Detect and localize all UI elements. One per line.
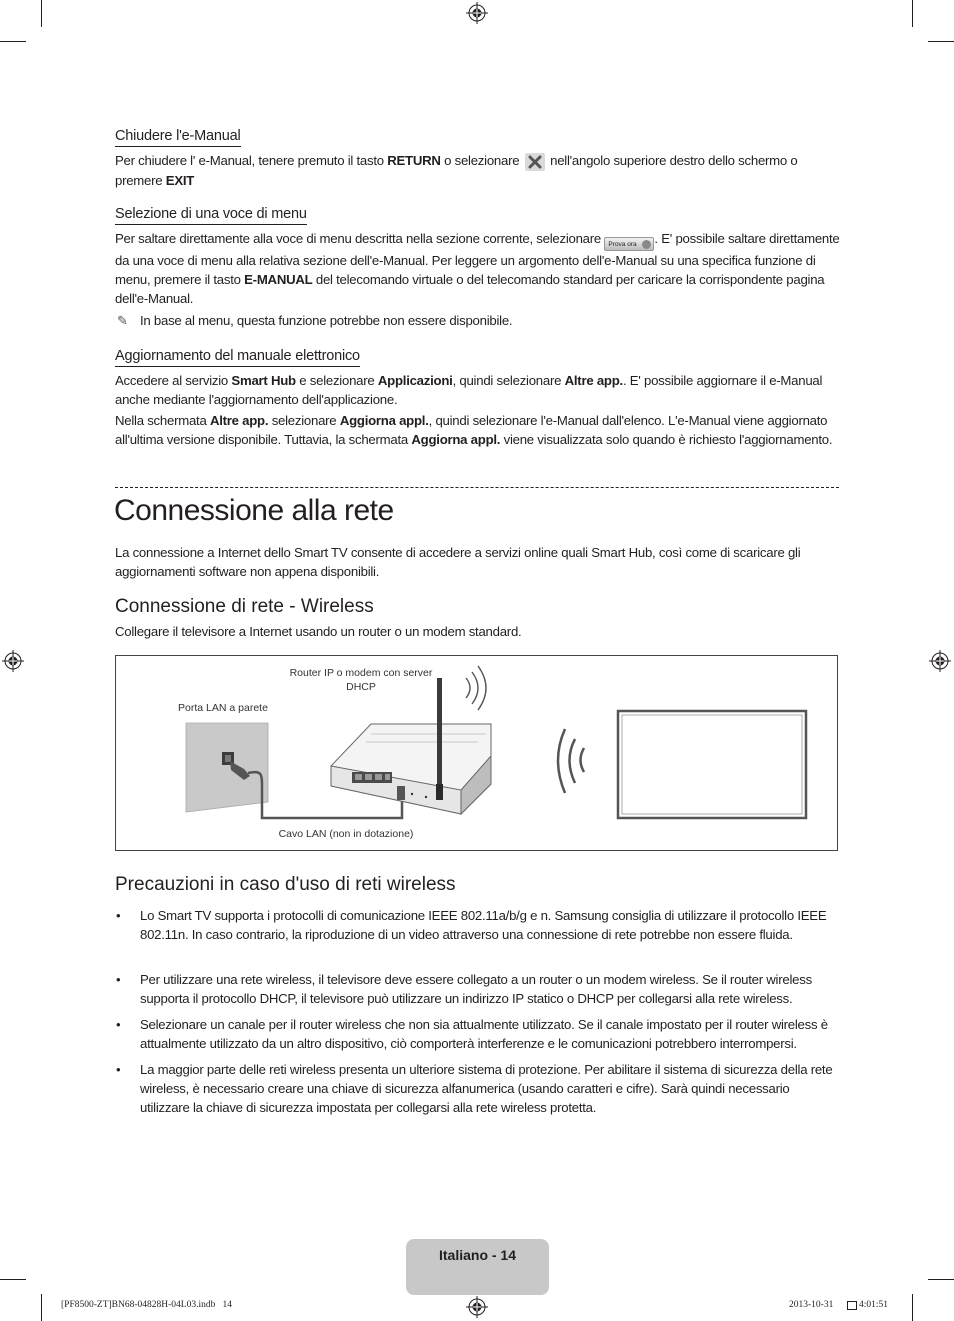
try-now-button[interactable]: Prova ora (604, 237, 654, 251)
registration-mark-icon (466, 1296, 488, 1318)
network-diagram-illustration (116, 656, 837, 850)
registration-mark-icon (929, 650, 951, 672)
note-icon: ✎ (117, 313, 128, 328)
paragraph: Per saltare direttamente alla voce di menu descritta nella sezione corrente, selezionare Prova ora . E' possibile saltare direttamente da una voce di menu alla relativa sezione dell'e-Manual. Per leggere un argomento dell'e-Manual su una specifica funzione di menu, premere il tasto E-MANUAL del telecomando virtuale o del telecomando standard per caricare la corrispondente pagina dell'e-Manual. (115, 231, 840, 307)
crop-mark (41, 1294, 42, 1321)
bullet: • (116, 908, 121, 923)
crop-mark (928, 41, 954, 42)
registration-mark-icon (466, 2, 488, 24)
section-title: Precauzioni in caso d'uso di reti wireless (115, 874, 456, 895)
paragraph: Collegare il televisore a Internet usando un router o un modem standard. (115, 624, 522, 639)
section-title: Connessione di rete - Wireless (115, 596, 374, 617)
chapter-intro: La connessione a Internet dello Smart TV consente di accedere a servizi online quali Smart Hub, così come di scaricare gli aggiornamenti software non appena disponibili. (115, 545, 801, 580)
crop-mark (912, 0, 913, 27)
router-label: Router IP o modem con server DHCP (289, 667, 433, 693)
cable-label: Cavo LAN (non in dotazione) (278, 828, 414, 840)
page-number-tab (406, 1239, 549, 1295)
file-slug: [PF8500-ZT]BN68-04828H-04L03.indb 14 (61, 1300, 232, 1310)
paragraph: Accedere al servizio Smart Hub e selezionare Applicazioni, quindi selezionare Altre app.. E' possibile aggiornare il e-Manual anche mediante l'aggiornamento dell'applicazione. (115, 373, 823, 408)
crop-mark (928, 1279, 954, 1280)
crop-mark (41, 0, 42, 27)
note-text: In base al menu, questa funzione potrebbe non essere disponibile. (140, 313, 513, 328)
clock-icon (847, 1301, 857, 1310)
print-time: 4:01:51 (859, 1300, 889, 1310)
section-heading: Chiudere l'e-Manual (115, 128, 241, 147)
close-icon (525, 153, 545, 171)
page-number: Italiano - 14 (438, 1247, 517, 1263)
crop-mark (0, 41, 26, 42)
bullet: • (116, 972, 121, 987)
print-date: 2013-10-31 (789, 1300, 834, 1310)
paragraph: Per chiudere l' e-Manual, tenere premuto il tasto RETURN o selezionare nell'angolo superiore destro dello schermo o premere EXIT (115, 153, 798, 188)
network-diagram (115, 655, 838, 851)
crop-mark (0, 1279, 26, 1280)
section-divider (115, 487, 839, 488)
paragraph: Nella schermata Altre app. selezionare Aggiorna appl., quindi selezionare l'e-Manual dall'elenco. L'e-Manual viene aggiornato all'ultima versione disponibile. Tuttavia, la schermata Aggiorna appl. viene visualizzata solo quando è richiesto l'aggiornamento. (115, 413, 833, 448)
bullet: • (116, 1017, 121, 1032)
wall-port-label: Porta LAN a parete (178, 702, 268, 714)
play-icon (642, 240, 651, 249)
crop-mark (912, 1294, 913, 1321)
section-heading: Selezione di una voce di menu (115, 206, 307, 225)
bullet: • (116, 1062, 121, 1077)
section-heading: Aggiornamento del manuale elettronico (115, 348, 360, 367)
chapter-title: Connessione alla rete (114, 494, 394, 527)
registration-mark-icon (2, 650, 24, 672)
